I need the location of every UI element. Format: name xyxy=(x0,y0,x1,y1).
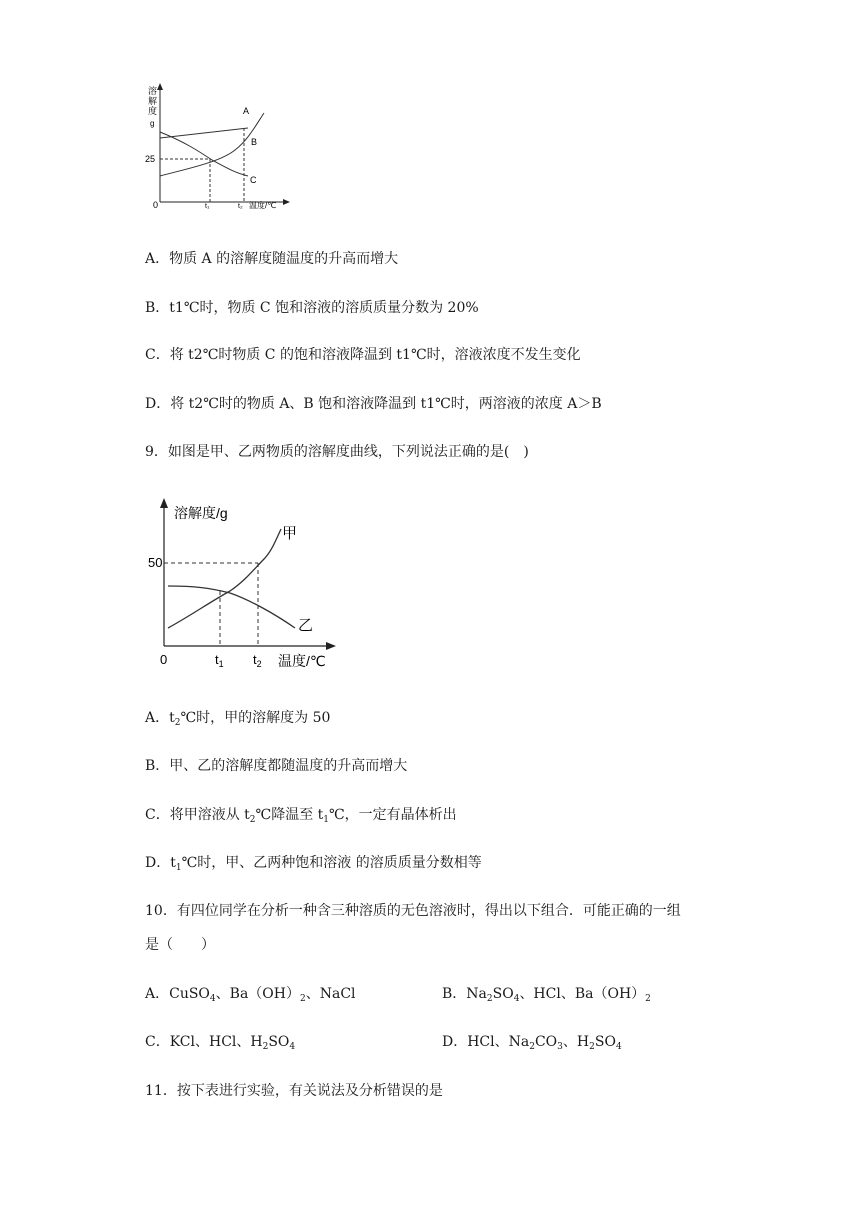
curve-b xyxy=(160,128,248,138)
xlabel: 温度/℃ xyxy=(249,201,277,210)
q9-option-d: D．$t_1℃$时，甲、乙两种饱和溶液 的溶质质量分数相等 xyxy=(145,855,482,873)
curve-yi xyxy=(168,586,295,628)
q8-option-b: B．t1℃时，物质 C 饱和溶液的溶质质量分数为 20% xyxy=(145,300,479,316)
curve-a xyxy=(160,113,264,176)
q10-option-b: B．$Na_2SO_4$、HCl、$Ba(OH)_2$ xyxy=(442,986,651,1004)
label-b: B xyxy=(251,137,258,147)
q11-stem: 11．按下表进行实验，有关说法及分析错误的是 xyxy=(145,1083,443,1099)
q9-option-a: A．$t_2℃$时，甲的溶解度为 50 xyxy=(145,710,331,728)
ylabel-char-1: 溶 xyxy=(148,86,158,96)
q8-option-a: A．物质 A 的溶解度随温度的升高而增大 xyxy=(145,251,399,267)
xtick-t1: $t_1$ xyxy=(215,652,224,669)
q9-stem: 9．如图是甲、乙两物质的溶解度曲线，下列说法正确的是( ) xyxy=(145,444,529,460)
label-c: C xyxy=(250,175,257,185)
label-yi: 乙 xyxy=(298,617,314,634)
solubility-chart-jia-yi xyxy=(150,496,350,676)
ylabel-char-2: 解 xyxy=(148,96,158,106)
origin-0: 0 xyxy=(153,200,159,210)
ytick-25: 25 xyxy=(145,154,156,164)
xtick-t2: $t_2$ xyxy=(253,652,262,669)
curve-c xyxy=(160,132,248,176)
ylabel-char-4: g xyxy=(150,119,155,128)
q8-option-d: D．将 t2℃时的物质 A、B 饱和溶液降温到 t1℃时，两溶液的浓度 A＞B xyxy=(145,396,602,412)
solubility-chart-abc xyxy=(140,80,300,210)
label-jia: 甲 xyxy=(282,525,298,542)
ytick-50: 50 xyxy=(148,555,163,570)
x-axis-arrow xyxy=(283,199,290,205)
q10-option-d: D．HCl、$Na_2CO_3$、$H_2SO_4$ xyxy=(442,1034,622,1052)
q10-option-c: C．KCl、HCl、$H_2SO_4$ xyxy=(145,1034,296,1052)
q9-option-c: C．将甲溶液从 $t_2℃$降温至 $t_1℃$，一定有晶体析出 xyxy=(145,807,457,825)
ylabel: 溶解度/g xyxy=(174,505,228,521)
y-axis-arrow xyxy=(157,83,163,90)
y-axis-arrow xyxy=(160,498,168,508)
xtick-t1: t₁ xyxy=(205,203,210,210)
q10-stem-line1: 10．有四位同学在分析一种含三种溶质的无色溶液时，得出以下组合．可能正确的一组 xyxy=(145,903,681,919)
ylabel-char-3: 度 xyxy=(148,106,158,116)
xtick-t2: t₂ xyxy=(238,203,243,210)
curve-jia xyxy=(168,529,281,628)
q8-option-c: C．将 t2℃时物质 C 的饱和溶液降温到 t1℃时，溶液浓度不发生变化 xyxy=(145,347,581,363)
origin-0: 0 xyxy=(160,652,168,667)
label-a: A xyxy=(243,106,250,116)
q10-stem-line2: 是（ ） xyxy=(145,937,215,953)
q10-option-a: A．CuSO$_4$、$Ba(OH)_2$、NaCl xyxy=(145,986,356,1004)
xlabel: 温度/℃ xyxy=(278,653,326,669)
q9-option-b: B．甲、乙的溶解度都随温度的升高而增大 xyxy=(145,758,408,774)
x-axis-arrow xyxy=(326,642,336,650)
